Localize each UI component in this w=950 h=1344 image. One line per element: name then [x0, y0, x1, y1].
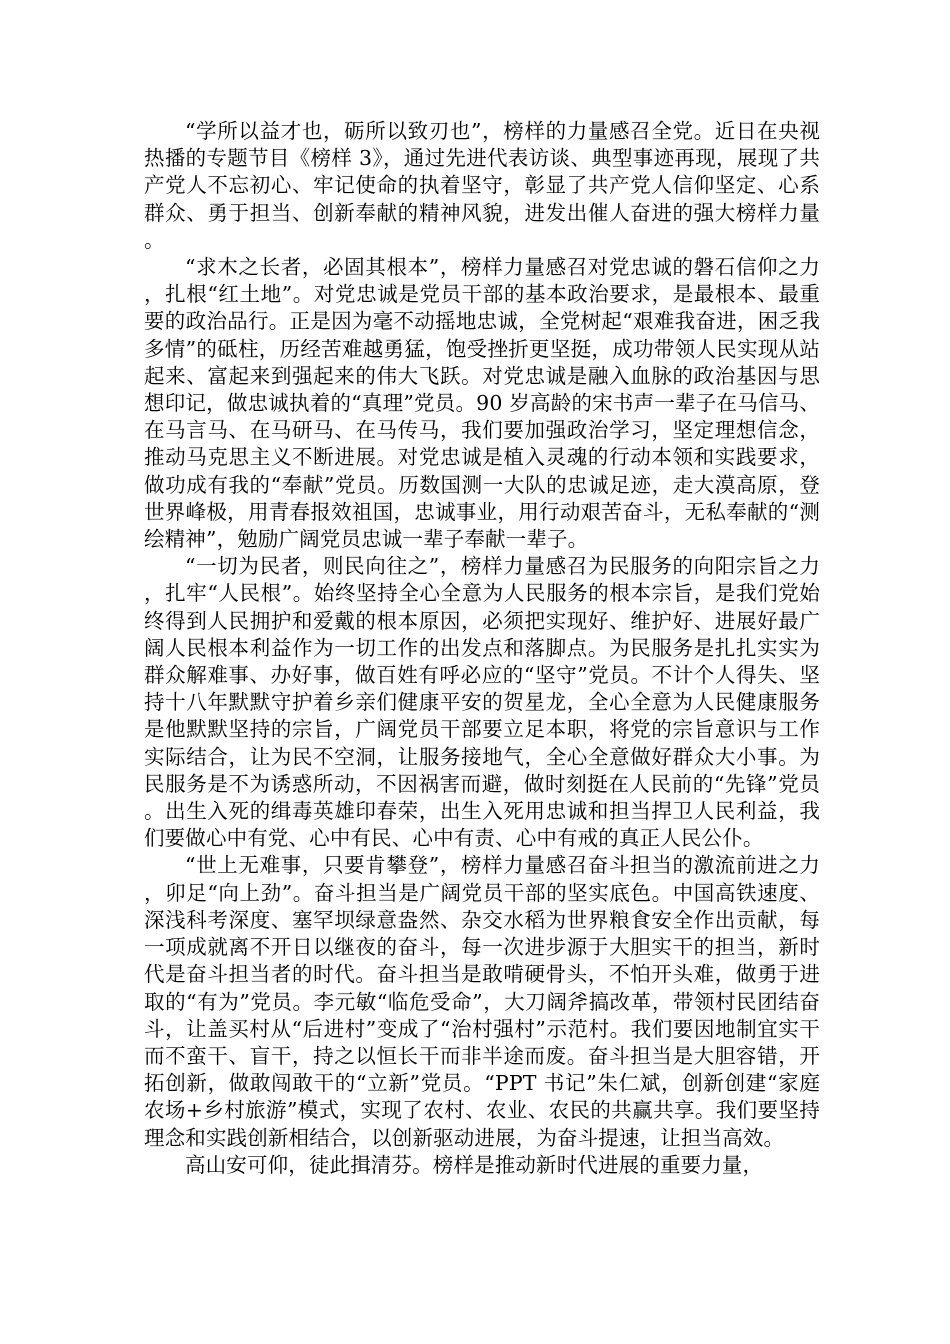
paragraph-conclusion: 高山安可仰，徒此揖清芬。榜样是推动新时代进展的重要力量，: [185, 1152, 764, 1177]
paragraph-loyalty: “求木之长者，必固其根本”，榜样力量感召对党忠诚的磐石信仰之力，扎根“红土地”。对党忠诚是党员干部的基本政治要求，是最根本、最重要的政治品行。正是因为毫不动摇地忠诚，全党树起“艰难我奋进，困乏我多情”的砥柱，历经苦难越勇猛，饱受挫折更坚挺，成功带领人民实现从站起来、富起来到强起来的伟大飞跃。对党忠诚是融入血脉的政治基因与思想印记，做忠诚执着的“真理”党员。90 岁高龄的宋书声一辈子在马信马、在马言马、在马研马、在马传马，我们要加强政治学习，坚定理想信念，推动马克思主义不断进展。对党忠诚是植入灵魂的行动本领和实践要求，做功成有我的“奉献”党员。历数国测一大队的忠诚足迹，走大漠高原，登世界峰极，用青春报效祖国，忠诚事业，用行动艰苦奋斗，无私奉献的“测绘精神”，勉励广阔党员忠诚一辈子奉献一辈子。: [144, 255, 820, 552]
document-page: [144, 118, 820, 1179]
paragraph-serve-people: “一切为民者，则民向往之”，榜样力量感召为民服务的向阳宗旨之力，扎牢“人民根”。始终坚持全心全意为人民服务的根本宗旨，是我们党始终得到人民拥护和爱戴的根本原因，必须把实现好、维护好、进展好最广阔人民根本利益作为一切工作的出发点和落脚点。为民服务是扎扎实实为群众解难事、办好事，做百姓有呼必应的“坚守”党员。不计个人得失、坚持十八年默默守护着乡亲们健康平安的贺星龙，全心全意为人民健康服务是他默默坚持的宗旨，广阔党员干部要立足本职，将党的宗旨意识与工作实际结合，让为民不空洞，让服务接地气，全心全意做好群众大小事。为民服务是不为诱惑所动，不因祸害而避，做时刻挺在人民前的“先锋”党员。出生入死的缉毒英雄印春荣，出生入死用忠诚和担当捍卫人民利益，我们要做心中有党、心中有民、心中有责、心中有戒的真正人民公仆。: [144, 554, 820, 851]
paragraph-struggle: “世上无难事，只要肯攀登”，榜样力量感召奋斗担当的激流前进之力，卯足“向上劲”。奋斗担当是广阔党员干部的坚实底色。中国高铁速度、深浅科考深度、塞罕坝绿意盎然、杂交水稻为世界粮食安全作出贡献，每一项成就离不开日以继夜的奋斗，每一次进步源于大胆实干的担当，新时代是奋斗担当者的时代。奋斗担当是敢啃硬骨头，不怕开头难，做勇于进取的“有为”党员。李元敏“临危受命”，大刀阔斧搞改革，带领村民团结奋斗，让盖买村从“后进村”变成了“治村强村”示范村。我们要因地制宜实干而不蛮干、盲干，持之以恒长干而非半途而废。奋斗担当是大胆容错，开拓创新，做敢闯敢干的“立新”党员。“PPT 书记”朱仁斌，创新创建“家庭农场+乡村旅游”模式，实现了农村、农业、农民的共赢共享。我们要坚持理念和实践创新相结合，以创新驱动进展，为奋斗提速，让担当高效。: [144, 853, 820, 1150]
paragraph-intro: “学所以益才也，砺所以致刃也”，榜样的力量感召全党。近日在央视热播的专题节目《榜样 3》，通过先进代表访谈、典型事迹再现，展现了共产党人不忘初心、牢记使命的执着坚守，彰显了共产党人信仰坚定、心系群众、勇于担当、创新奉献的精神风貌，进发出催人奋进的强大榜样力量。: [144, 119, 820, 252]
